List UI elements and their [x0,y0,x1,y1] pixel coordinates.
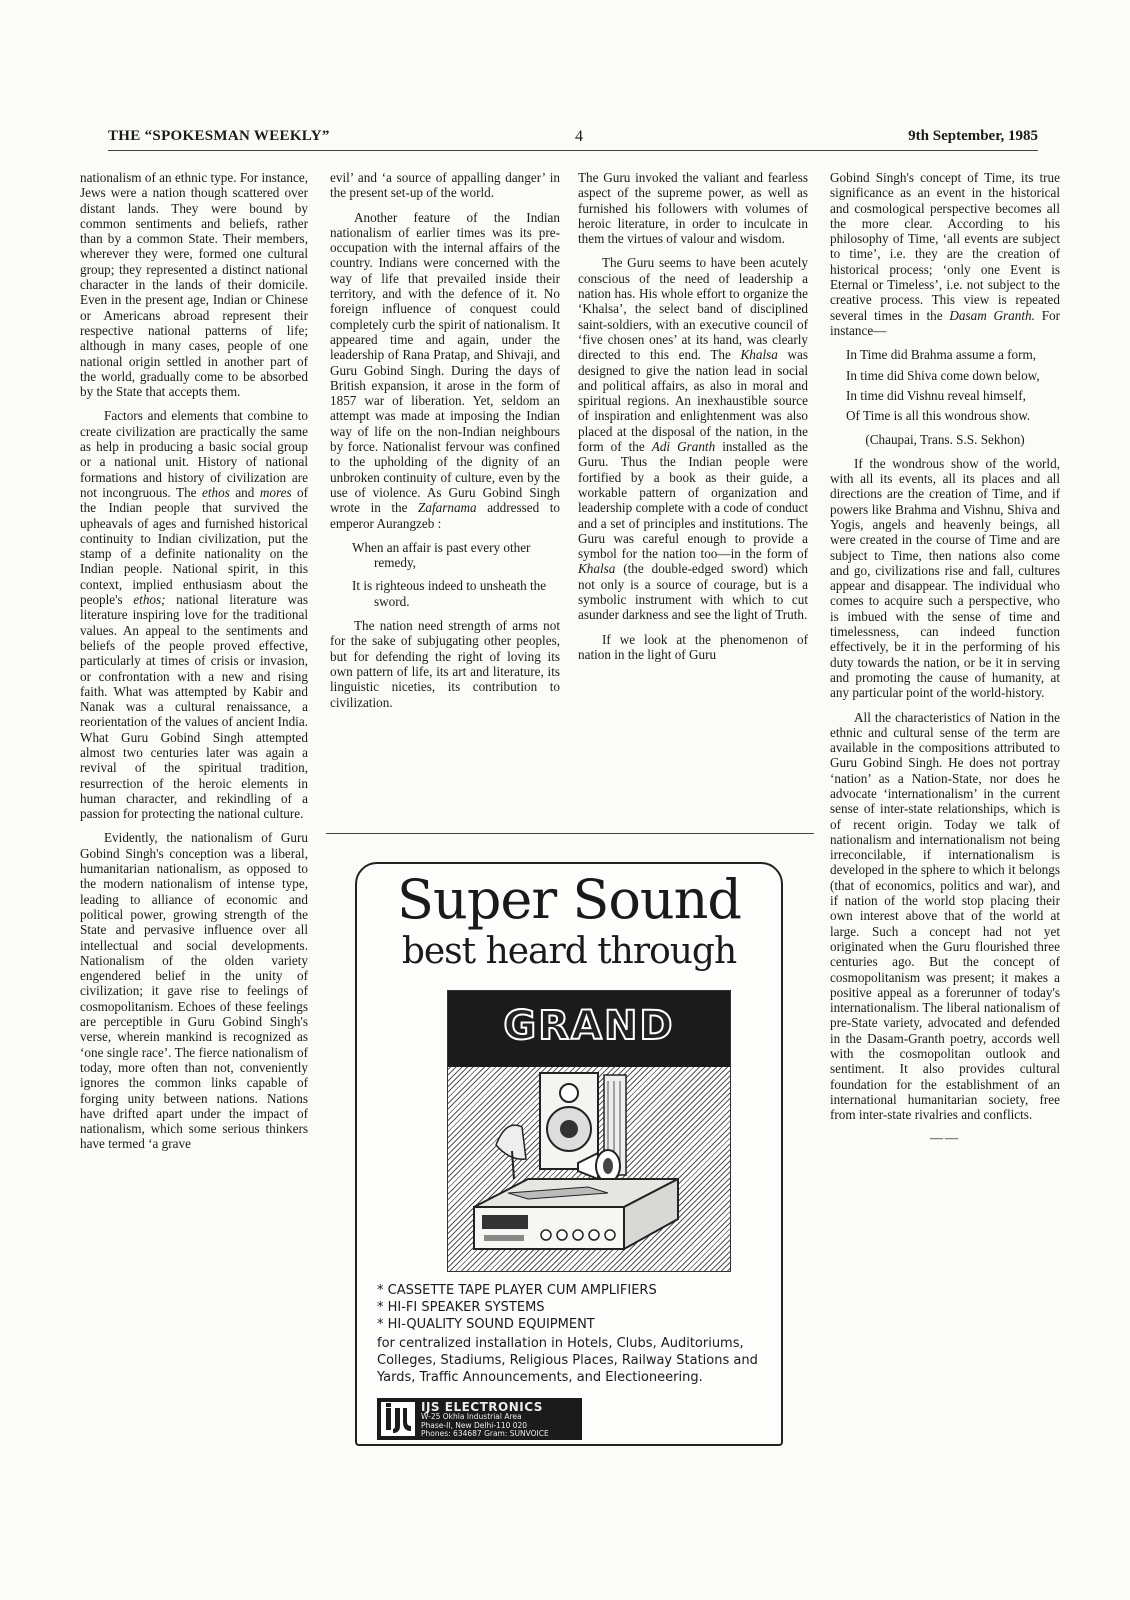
paragraph: nationalism of an ethnic type. For instance, Jews were a nation though scattered over distant lands. They were bound by common sentiments and beliefs, rather than by a common State. Their members, wherever they were, formed one cultural group; they represented a distinct national character in the lands of their domicile. Even in the present age, Indian or Chinese or Americans abroad represent their respective national patterns of life; although in many cases, people of one national origin settled in another part of the world, gradually come to be absorbed by the State that accepts them. [80,170,308,400]
header-rule [108,150,1038,151]
paragraph: Evidently, the nationalism of Guru Gobind Singh's conception was a liberal, humanitarian nationalism, as opposed to the modern nationalism of intense type, leading to alliance of economic and political power, growing strength of the State and pervasive influence over all intellectual and social developments. Nationalism of the olden variety engendered belief in the unity of civilization; it gave rise to feelings of cosmopolitanism. Echoes of these feelings are perceptible in Guru Gobind Singh's verse, wherein mankind is recognized as ‘one single race’. The fierce nationalism of today, more often than not, conveniently ignores the common links capable of forging unity between nations. Nations have drifted apart under the impact of nationalism, which some serious thinkers have termed ‘a grave [80,830,308,1152]
ad-feature-item: * CASSETTE TAPE PLAYER CUM AMPLIFIERS [377,1283,657,1298]
article-column-1 [80,170,308,1161]
article-column-4 [830,170,1060,1145]
ad-description: for centralized installation in Hotels, Clubs, Auditoriums, Colleges, Stadiums, Religious Places, Railway Stations and Yards, Traffic Announcements, and Electioneering. [377,1336,758,1385]
ad-subline: best heard through [401,931,737,972]
article-column-2 [330,170,560,719]
paragraph: Another feature of the Indian nationalism of earlier times was its pre-occupation with the internal affairs of the country. Indians were concerned with the way of life that prevailed inside their territory, and with the defence of it. No foreign influence of conquest could completely curb the spirit of nationalism. It appeared time and again, under the leadership of Rana Pratap, and Shivaji, and Guru Gobind Singh. During the days of British expansion, it arose in the form of 1857 war of liberation. Yet, seldom an attempt was made at imposing the Indian way of life on the non-Indian neighbours by force. Nationalist fervour was confined to the upholding of the dignity of an unbroken continuity of culture, even by the use of violence. As Guru Gobind Singh wrote in the Zafarnama addressed to emperor Aurangzeb : [330,209,560,531]
amplifier-speaker-illustration [448,1067,730,1271]
column-end-rule [326,833,814,834]
article-column-3 [578,170,808,671]
verse-line: In Time did Brahma assume a form, [846,347,1037,363]
ad-company-address: W-25 Okhla Industrial Area Phase-II, New Delhi-110 020 Phones: 634687 Gram: SUNVOICE [421,1412,549,1438]
verse-line: It is righteous indeed to unsheath the sword. [352,578,547,609]
ad-company-block [377,1398,582,1440]
advertisement [355,862,783,1446]
ad-brand-logo: GRAND [503,1003,675,1049]
article-end-mark: —— [929,1129,961,1145]
paragraph: If the wondrous show of the world, with all its events, all its places and all directions are the creation of Time, and if powers like Brahma and Vishnu, Shiva and Yogis, angels and heavenly beings, all were created in the course of Time and are subject to Time, then nations also come and go, civilizations rise and fall, cultures appear and disappear. The individual who comes to acquire such a perspective, who is imbued with the sense of time and timelessness, can indeed function effectively, be it in the performing of his duty towards the nation, or be it in serving and promoting the cause of humanity, at any particular point of the world-history. [830,455,1060,701]
publication-name: THE “SPOKESMAN WEEKLY” [108,128,330,144]
verse-line: Of Time is all this wondrous show. [846,408,1031,424]
paragraph: Factors and elements that combine to create civilization are practically the same as help in producing a basic social group or a national unit. History of national formations and history of civilization are not incongruous. The ethos and mores of the Indian people that survived the upheavals of ages and furnished historical continuity to Indian civilization, put the stamp of a definite nationality on the Indian people. National spirit, in this context, implied enthusiasm about the people's ethos; national literature was literature inspiring love for the traditional values. An appeal to the sentiments and beliefs of the people proved effective, particularly at times of crisis or invasion, or confrontation with a new and rising faith. What was attempted by Kabir and Nanak was a cultural renaissance, a reorientation of the values of ancient India. What Guru Gobind Singh attempted almost two centuries later was again a revival of the spiritual tradition, resurrection of the heroic elements in human character, and rekindling of a passion for protecting the national culture. [80,408,309,822]
paragraph: evil’ and ‘a source of appalling danger’ in the present set-up of the world. [330,170,560,201]
ad-headline: Super Sound [397,868,741,931]
ad-feature-item: * HI-FI SPEAKER SYSTEMS [377,1300,545,1315]
verse-line: When an affair is past every other remedy, [352,539,531,571]
ijs-logo-icon [381,1402,415,1436]
paragraph: The Guru invoked the valiant and fearless aspect of the supreme power, as well as furnished his followers with volumes of heroic literature, in order to inculcate in them the virtues of valour and wisdom. [578,170,808,247]
ad-brand-box [448,991,730,1067]
issue-date: 9th September, 1985 [908,128,1038,144]
ad-features [377,1282,769,1386]
page-number: 4 [575,128,583,145]
ad-company-name: IJS ELECTRONICS [421,1400,543,1414]
ad-product-panel [447,990,731,1272]
ad-feature-item: * HI-QUALITY SOUND EQUIPMENT [377,1317,595,1332]
verse-citation: (Chaupai, Trans. S.S. Sekhon) [865,432,1025,448]
verse-line: In time did Shiva come down below, [846,367,1040,383]
verse-line: In time did Vishnu reveal himself, [846,387,1026,403]
paragraph: Gobind Singh's concept of Time, its true significance as an event in the historical and cosmological perspective becomes all the more clear. According to his philosophy of Time, ‘all events are subject to time’, i.e. they are the creation of historical process; ‘only one Event is Eternal or Timeless’, i.e. not subject to the creative process. This view is repeated several times in the Dasam Granth. For instance— [830,170,1061,338]
paragraph: The Guru seems to have been acutely conscious of the need of leadership a nation has. His whole effort to organize the ‘Khalsa’, the select band of disciplined saint-soldiers, with an executive council of ‘five chosen ones’ at its hand, was clearly directed to this end. The Khalsa was designed to give the nation lead in social and political affairs, as also in moral and spiritual regions. An inexhaustible source of inspiration and enlightenment was also placed at the disposal of the nation, in the form of the Adi Granth installed as the Guru. Thus the Indian people were fortified by a book as their guide, a workable pattern of organization and leadership complete with a code of conduct and a set of principles and institutions. The Guru was careful enough to provide a symbol for the nation too—in the form of Khalsa (the double-edged sword) which not only is a source of courage, but is a symbolic instrument with which to cut asunder darkness and see the light of Truth. [578,255,809,623]
paragraph: All the characteristics of Nation in the ethnic and cultural sense of the term are available in the compositions attributed to Guru Gobind Singh. He does not portray ‘nation’ as a Nation-State, nor does he advocate ‘internationalism’ in the current sense of inter-state relationships, which is of recent origin. Today we talk of nationalism and internationalism not being irreconcilable, if internationalism is developed in the sphere to which it belongs (that of economics, politics and war), and if nation of the world stop placing their own interest above that of the world at large. Such a concept had not yet originated when the Guru flourished three centuries ago. But the concept of cosmopolitanism was present; it makes a positive appeal as a forerunner of today's internationalism. The liberal nationalism of pre-State variety, advocated and defended in the Dasam-Granth poetry, accords well with the cosmopolitan outlook and sentiment. It also provides cultural foundation for the establishment of an international humanitarian society, free from inter-state rivalries and conflicts. [830,709,1060,1123]
verse-quote [330,540,560,609]
paragraph: If we look at the phenomenon of nation in the light of Guru [578,631,808,662]
verse-quote [830,347,1060,423]
paragraph: The nation need strength of arms not for the sake of subjugating other peoples, but for defending the right of loving its own pattern of life, its art and literature, its linguistic niceties, its contribution to civilization. [330,618,560,710]
page-header [108,128,1038,150]
